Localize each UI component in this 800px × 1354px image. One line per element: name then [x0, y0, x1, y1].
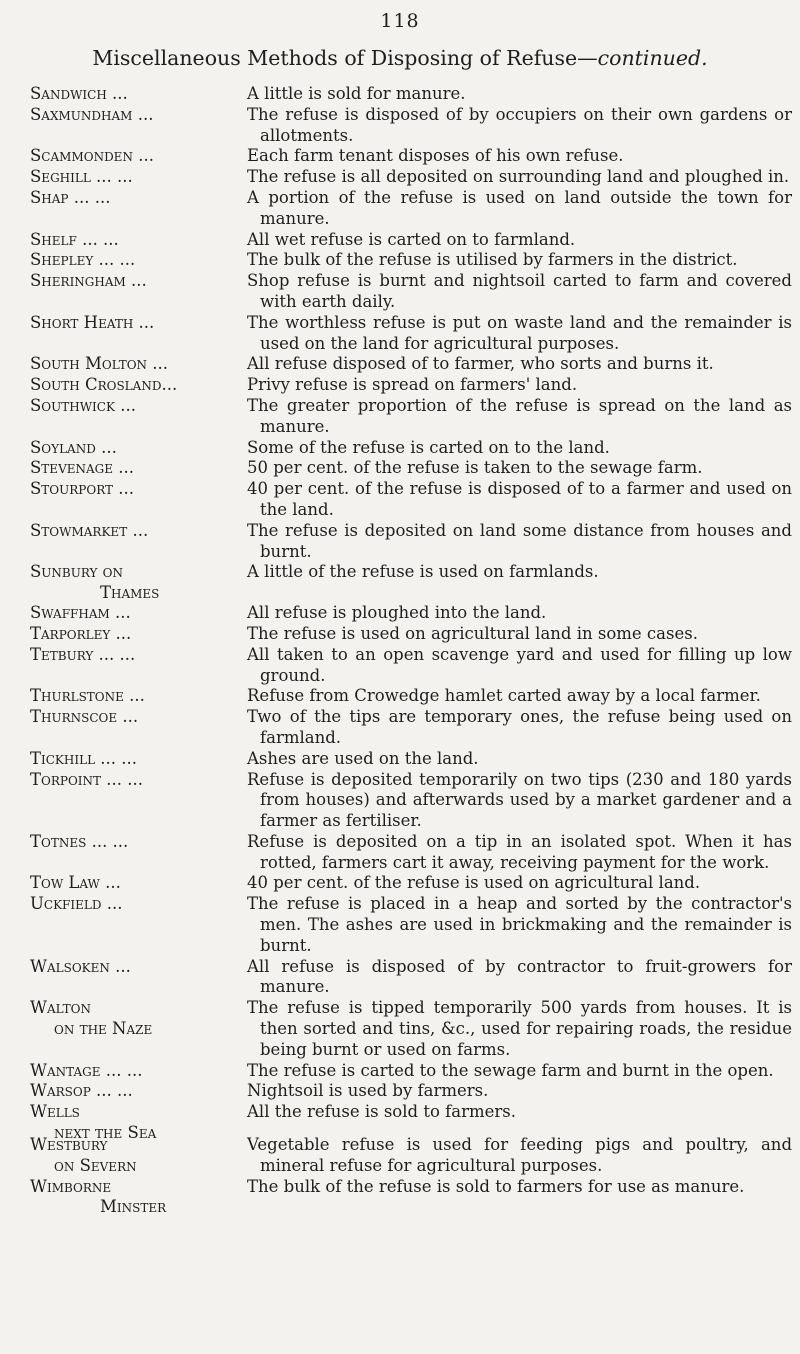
place-name-text: Shepley: [30, 250, 94, 270]
disposal-description: [247, 521, 792, 563]
place-name: [30, 146, 248, 167]
description-text: All refuse is disposed of by contractor to fruit-growers for manure.: [247, 956, 792, 997]
dot-leader: ...: [114, 395, 136, 415]
place-name: [30, 521, 248, 542]
dot-leader: ... ...: [100, 1060, 143, 1080]
description-text: The bulk of the refuse is sold to farmers for use as manure.: [247, 1176, 745, 1196]
entry-row: [30, 396, 792, 438]
place-name-text: Soyland: [30, 437, 96, 457]
disposal-description: [247, 479, 792, 521]
disposal-description: [247, 749, 792, 770]
place-name-text: Tetbury: [30, 644, 94, 664]
place-name-text: Tickhill: [30, 748, 96, 768]
entry-row: [30, 645, 792, 687]
entry-row: [30, 146, 792, 167]
description-text: Shop refuse is burnt and nightsoil carted to farm and covered with earth daily.: [247, 271, 792, 311]
description-text: Two of the tips are temporary ones, the refuse being used on farmland.: [247, 707, 792, 747]
place-name-text: Scammonden: [30, 146, 133, 166]
dot-leader: ...: [127, 520, 149, 540]
place-name: [30, 770, 248, 791]
description-text: The refuse is tipped temporarily 500 yards from houses. It is then sorted and tins, &c., used for repairing roads, the residue being burnt or used on farms.: [247, 998, 792, 1059]
place-name-text: Sheringham: [30, 271, 126, 291]
entry-row: [30, 521, 792, 563]
place-name: [30, 458, 248, 479]
entry-row: [30, 562, 792, 603]
description-text: A little of the refuse is used on farmlands.: [247, 562, 599, 582]
disposal-description: [247, 1102, 792, 1123]
disposal-description: [247, 354, 792, 375]
dot-leader: ...: [110, 623, 132, 643]
description-text: A portion of the refuse is used on land outside the town for manure.: [247, 187, 792, 228]
disposal-description: [247, 998, 792, 1060]
place-name-text: Shelf: [30, 229, 77, 249]
entry-row: [30, 230, 792, 251]
description-text: All taken to an open scavenge yard and used for filling up low ground.: [247, 644, 792, 685]
place-name-text: Saxmundham: [30, 104, 133, 124]
description-text: 40 per cent. of the refuse is used on agricultural land.: [247, 873, 701, 893]
disposal-description: [247, 624, 792, 645]
place-name: [30, 686, 248, 707]
entry-row: [30, 957, 792, 999]
entry-row: [30, 105, 792, 147]
dot-leader: ... ...: [90, 167, 133, 187]
dot-leader: ...: [95, 437, 117, 457]
description-text: A little is sold for manure.: [247, 84, 466, 103]
place-name-text: Walton: [30, 998, 91, 1018]
dot-leader: ...: [132, 104, 154, 124]
place-name-text: Shap: [30, 187, 69, 207]
place-name: [30, 894, 248, 915]
entry-row: [30, 354, 792, 375]
place-name: [30, 645, 248, 666]
place-name-continuation: next the Sea: [54, 1123, 157, 1143]
disposal-description: [247, 832, 792, 874]
entry-row: [30, 1102, 792, 1143]
place-name: [30, 188, 248, 209]
description-text: The refuse is used on agricultural land in some cases.: [247, 623, 698, 643]
description-text: Refuse is deposited temporarily on two tips (230 and 180 yards from houses) and afterwards used by a market gardener and a farmer as fertiliser.: [247, 769, 792, 831]
place-name: [30, 230, 248, 251]
entry-row: [30, 998, 792, 1060]
disposal-description: [247, 686, 792, 707]
disposal-description: [247, 396, 792, 438]
dot-leader: ... ...: [101, 769, 144, 789]
dot-leader: ...: [113, 479, 135, 499]
place-name-text: Short Heath: [30, 312, 134, 332]
place-name: [30, 84, 248, 105]
dot-leader: ...: [106, 84, 128, 103]
place-name: [30, 438, 248, 459]
dot-leader: ... ...: [68, 187, 111, 207]
place-name-text: South Crosland: [30, 375, 162, 395]
disposal-description: [247, 188, 792, 230]
description-text: The bulk of the refuse is utilised by farmers in the district.: [247, 250, 738, 270]
description-text: All refuse disposed of to farmer, who sorts and burns it.: [247, 354, 714, 374]
place-name-text: Stevenage: [30, 458, 114, 478]
dot-leader: ...: [109, 603, 131, 623]
description-text: All wet refuse is carted on to farmland.: [247, 229, 576, 249]
entry-row: [30, 1176, 792, 1217]
entry-row: [30, 1081, 792, 1102]
dot-leader: ...: [117, 707, 139, 727]
place-name-text: Tarporley: [30, 623, 111, 643]
disposal-description: [247, 873, 792, 894]
disposal-description: [247, 167, 792, 188]
place-name: [30, 603, 248, 624]
place-name-text: Torpoint: [30, 769, 102, 789]
disposal-description: [247, 438, 792, 459]
description-text: The refuse is disposed of by occupiers on their own gardens or allotments.: [247, 104, 792, 145]
place-name: [30, 1177, 248, 1219]
description-text: 50 per cent. of the refuse is taken to the sewage farm.: [247, 458, 703, 478]
description-text: The greater proportion of the refuse is spread on the land as manure.: [247, 395, 792, 436]
disposal-description: [247, 645, 792, 687]
description-text: The refuse is placed in a heap and sorted by the contractor's men. The ashes are used in brickmaking and the remainder is burnt.: [247, 894, 792, 955]
page-number: 118: [380, 10, 420, 32]
place-name-text: Swaffham: [30, 603, 110, 623]
page-title-main: Miscellaneous Methods of Disposing of Refuse—: [92, 46, 598, 70]
dot-leader: ...: [123, 686, 145, 706]
place-name-text: Walsoken: [30, 956, 110, 976]
place-name-text: Wimborne: [30, 1176, 112, 1196]
entry-row: [30, 313, 792, 355]
place-name: [30, 624, 248, 645]
disposal-description: [247, 375, 792, 396]
dot-leader: ... ...: [90, 1081, 133, 1101]
disposal-description: [247, 1081, 792, 1102]
place-name-text: Sandwich: [30, 84, 107, 103]
dot-leader: ... ...: [93, 250, 136, 270]
place-name-continuation: on Severn: [54, 1155, 137, 1175]
entry-row: [30, 1135, 792, 1177]
dot-leader: ... ...: [86, 831, 129, 851]
place-name: [30, 562, 248, 604]
disposal-description: [247, 146, 792, 167]
dot-leader: ...: [99, 873, 121, 893]
description-text: Each farm tenant disposes of his own refuse.: [247, 146, 624, 166]
place-name-text: Westbury: [30, 1135, 108, 1155]
entry-row: [30, 84, 792, 105]
place-name-text: Stourport: [30, 479, 114, 499]
description-text: Refuse from Crowedge hamlet carted away by a local farmer.: [247, 686, 761, 706]
description-text: The refuse is all deposited on surrounding land and ploughed in.: [247, 167, 790, 187]
entry-row: [30, 479, 792, 521]
place-name: [30, 707, 248, 728]
place-name: [30, 832, 248, 853]
place-name-text: Warsop: [30, 1081, 91, 1101]
place-name: [30, 375, 248, 396]
disposal-description: [247, 1177, 792, 1198]
disposal-description: [247, 230, 792, 251]
dot-leader: ...: [133, 312, 155, 332]
entry-row: [30, 375, 792, 396]
place-name: [30, 354, 248, 375]
disposal-description: [247, 562, 792, 583]
entry-row: [30, 250, 792, 271]
place-name-continuation: on the Naze: [54, 1019, 153, 1039]
disposal-description: [247, 894, 792, 956]
disposal-description: [247, 313, 792, 355]
place-name-text: Stowmarket: [30, 520, 128, 540]
disposal-description: [247, 458, 792, 479]
dot-leader: ...: [132, 146, 154, 166]
place-name-continuation: Thames: [100, 583, 160, 603]
place-name: [30, 1061, 248, 1082]
entry-row: [30, 603, 792, 624]
entry-row: [30, 458, 792, 479]
place-name-continuation: Minster: [100, 1197, 167, 1217]
place-name: [30, 105, 248, 126]
description-text: Vegetable refuse is used for feeding pigs and poultry, and mineral refuse for agricultural purposes.: [247, 1135, 792, 1175]
place-name: [30, 1135, 248, 1177]
place-name: [30, 479, 248, 500]
description-text: 40 per cent. of the refuse is disposed of to a farmer and used on the land.: [247, 479, 792, 519]
place-name-text: Thurlstone: [30, 686, 124, 706]
description-text: Privy refuse is spread on farmers' land.: [247, 375, 578, 395]
place-name: [30, 313, 248, 334]
entry-row: [30, 624, 792, 645]
page-title: [0, 46, 800, 70]
place-name-text: Southwick: [30, 395, 115, 415]
entry-row: [30, 1061, 792, 1082]
dot-leader: ...: [147, 354, 169, 374]
description-text: The refuse is carted to the sewage farm and burnt in the open.: [247, 1060, 774, 1080]
place-name: [30, 250, 248, 271]
disposal-description: [247, 707, 792, 749]
description-text: All the refuse is sold to farmers.: [247, 1102, 516, 1122]
entry-row: [30, 271, 792, 313]
entry-row: [30, 770, 792, 832]
disposal-description: [247, 105, 792, 147]
description-text: Nightsoil is used by farmers.: [247, 1081, 489, 1101]
place-name: [30, 167, 248, 188]
dot-leader: ...: [125, 271, 147, 291]
entries-list: [30, 84, 792, 1217]
dot-leader: ...: [109, 956, 131, 976]
place-name-text: Wantage: [30, 1060, 101, 1080]
entry-row: [30, 873, 792, 894]
place-name-text: Totnes: [30, 831, 87, 851]
disposal-description: [247, 271, 792, 313]
disposal-description: [247, 84, 792, 105]
disposal-description: [247, 957, 792, 999]
place-name-text: Thurnscoe: [30, 707, 118, 727]
place-name: [30, 873, 248, 894]
description-text: The refuse is deposited on land some distance from houses and burnt.: [247, 520, 792, 561]
entry-row: [30, 707, 792, 749]
dot-leader: ... ...: [93, 644, 136, 664]
place-name-text: Uckfield: [30, 894, 102, 914]
disposal-description: [247, 603, 792, 624]
place-name-text: Seghill: [30, 167, 91, 187]
place-name: [30, 1081, 248, 1102]
dot-leader: ... ...: [76, 229, 119, 249]
place-name: [30, 957, 248, 978]
description-text: All refuse is ploughed into the land.: [247, 603, 547, 623]
dot-leader: ... ...: [95, 748, 138, 768]
place-name: [30, 749, 248, 770]
entry-row: [30, 167, 792, 188]
dot-leader: ...: [113, 458, 134, 478]
description-text: Refuse is deposited on a tip in an isolated spot. When it has rotted, farmers cart it away, receiving payment for the work.: [247, 831, 792, 872]
page-title-continued: continued.: [597, 46, 708, 70]
entry-row: [30, 438, 792, 459]
entry-row: [30, 832, 792, 874]
description-text: Ashes are used on the land.: [247, 748, 479, 768]
place-name: [30, 396, 248, 417]
entry-row: [30, 686, 792, 707]
description-text: The worthless refuse is put on waste land and the remainder is used on the land for agricultural purposes.: [247, 312, 792, 353]
disposal-description: [247, 1061, 792, 1082]
entry-row: [30, 749, 792, 770]
disposal-description: [247, 250, 792, 271]
place-name-text: Wells: [30, 1102, 80, 1122]
disposal-description: [247, 1135, 792, 1177]
place-name-text: South Molton: [30, 354, 148, 374]
place-name: [30, 998, 248, 1040]
place-name-text: Tow Law: [30, 873, 100, 893]
dot-leader: ...: [161, 375, 178, 395]
dot-leader: ...: [101, 894, 123, 914]
place-name: [30, 271, 248, 292]
entry-row: [30, 188, 792, 230]
disposal-description: [247, 770, 792, 832]
place-name-text: Sunbury on: [30, 562, 124, 582]
entry-row: [30, 894, 792, 956]
description-text: Some of the refuse is carted on to the land.: [247, 437, 610, 457]
